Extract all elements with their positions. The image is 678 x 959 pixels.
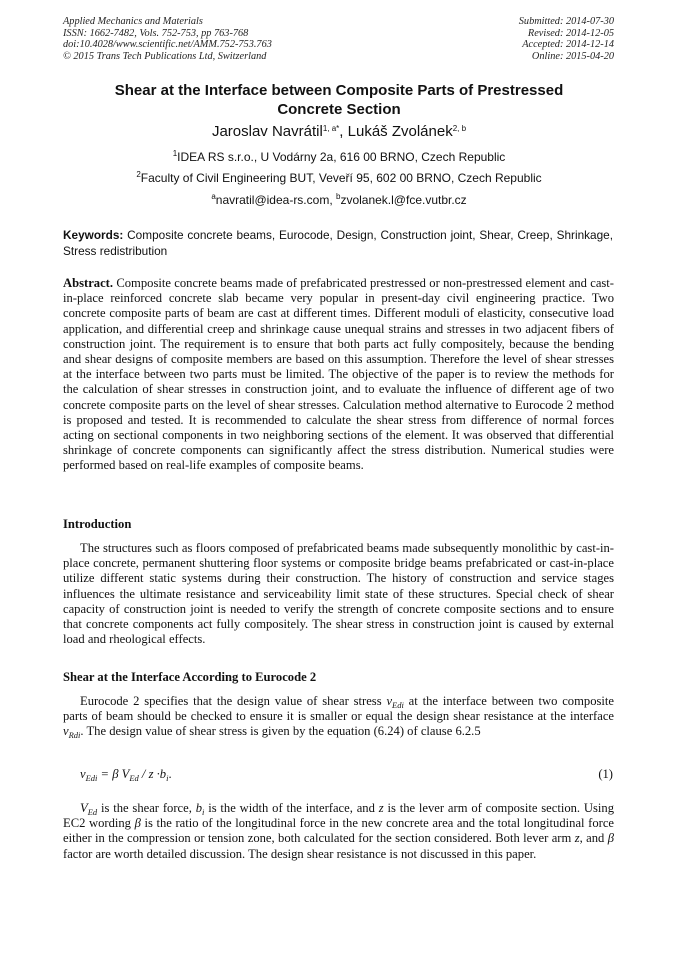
paper-title: [60, 81, 618, 119]
author-2-affiliation: 2, b: [452, 124, 467, 133]
introduction-heading: Introduction: [63, 517, 132, 531]
affiliation-2-mark: 2: [136, 170, 141, 179]
text-span: Eurocode 2 specifies that the design value of shear stress: [80, 694, 387, 708]
symbol-v: v: [63, 724, 69, 739]
journal-header-right: [519, 16, 614, 62]
author-list: [60, 123, 618, 141]
symbol-V: V: [80, 801, 88, 815]
symbol-subscript: i: [201, 807, 205, 817]
author-1-affiliation: 1, a*: [322, 124, 340, 133]
affiliation-1: [60, 150, 618, 164]
copyright: © 2015 Trans Tech Publications Ltd, Switzerland: [63, 50, 267, 62]
revised-date: Revised: 2014-12-05: [527, 27, 614, 39]
eq-subscript: Ed: [129, 773, 139, 783]
author-1: Jaroslav Navrátil: [211, 123, 323, 140]
journal-name: Applied Mechanics and Materials: [63, 16, 203, 27]
symbol-subscript: Edi: [392, 700, 404, 710]
issn: ISSN: 1662-7482, Vols. 752-753, pp 763-768: [63, 27, 249, 39]
text-span: . The design value of shear stress is given by the equation (6.24) of clause 6.2.5: [80, 724, 481, 739]
eq-subscript: i: [166, 773, 169, 783]
email-2-mark: b: [335, 192, 341, 201]
author-2: Lukáš Zvolánek: [347, 123, 453, 140]
introduction-paragraph: The structures such as floors composed of prefabricated beams made subsequently monolithic by cast-in-place concrete, permanent shuttering floor systems or composite bridge beams prefabricated or cast-in-place utilize different static systems during their construction. The history of construction and service stages influences the ultimate resistance and serviceability limit state of these structures. Special check of shear capacity of construction joint is needed to verify the strength of concrete composite sections and to ensure that concrete components act fully compositely. The shear stress in construction joint is caused by external load and rheological effects.: [63, 541, 614, 647]
email-line: [60, 193, 618, 207]
equation-number: (1): [598, 767, 613, 781]
affiliation-1-mark: 1: [172, 149, 178, 158]
eq-text: .: [168, 767, 172, 781]
abstract: [63, 276, 614, 474]
text-span: is the width of the interface, and: [204, 801, 379, 815]
symbol-beta: β: [134, 816, 141, 831]
email-1: navratil@idea-rs.com,: [215, 193, 336, 207]
symbol-b: b: [195, 801, 202, 815]
symbol-v: v: [386, 694, 393, 708]
eq-subscript: Edi: [85, 773, 98, 783]
text-span: at the interface between two composite parts of beam should be checked to ensure it is smaller or equal the design shear resistance at the interface: [63, 694, 614, 724]
eq-text: / z ·b: [138, 767, 167, 781]
keywords: [63, 227, 613, 259]
doi: doi:10.4028/www.scientific.net/AMM.752-753.763: [63, 39, 272, 51]
text-span: is the lever arm of composite section. Using EC2 wording: [63, 801, 614, 831]
email-2: zvolanek.l@fce.vutbr.cz: [340, 193, 467, 207]
accepted-date: Accepted: 2014-12-14: [522, 39, 614, 51]
text-span: , and: [579, 831, 608, 846]
symbol-z: z: [378, 801, 384, 815]
keywords-text: Composite concrete beams, Eurocode, Design, Construction joint, Shear, Creep, Shrinkage, Stress redistribution: [63, 228, 613, 258]
online-date: Online: 2015-04-20: [531, 50, 614, 62]
symbol-subscript: Ed: [87, 807, 98, 817]
email-1-mark: a: [211, 192, 216, 201]
eq-text: = β V: [97, 767, 130, 781]
symbol-beta: β: [607, 831, 614, 846]
affiliation-2: [60, 171, 618, 185]
journal-header-left: [63, 16, 272, 62]
abstract-text: Composite concrete beams made of prefabricated prestressed or non-prestressed element and cast-in-place reinforced concrete slab became very popular in present-day civil engineering practice. Two concrete composite parts of beam are cast at different times. Different moduli of elasticity, consecutive load application, and differential creep and shrinkage cause unequal strains and stresses in two adjacent fibers of construction joint. The requirement is to ensure that both parts act fully compositely, because the bending and shear designs of composite members are based on this assumption. Therefore the level of shear stresses at the interface between two parts must be limited. The objective of the paper is to review the methods for the calculation of shear stresses in construction joint, and to evaluate the influence of different age of two concrete composite parts on the level of shear stresses. Calculation method alternative to Eurocode 2 method is proposed and tested. It is recommended to calculate the shear stress from difference of normal forces acting on sectional components in two neighboring sections of the element. It was observed that differential shrinkage of concrete components can significantly affect the stress distribution. Numerical studies were performed based on real-life examples of composite beams.: [63, 276, 614, 473]
section-2-heading: Shear at the Interface According to Eurocode 2: [63, 670, 317, 684]
keywords-label: Keywords:: [63, 228, 124, 242]
abstract-label: Abstract.: [63, 276, 114, 290]
eq-symbol: v: [80, 767, 86, 781]
equation-1: [80, 767, 613, 782]
affiliation-1-text: IDEA RS s.r.o., U Vodárny 2a, 616 00 BRNO, Czech Republic: [177, 150, 506, 164]
symbol-z: z: [574, 831, 580, 846]
author-separator: ,: [339, 123, 348, 140]
title-line-1: Shear at the Interface between Composite Parts of Prestressed: [114, 82, 564, 99]
symbol-subscript: Rdi: [68, 730, 81, 741]
title-line-2: Concrete Section: [277, 101, 401, 118]
text-span: factor are worth detailed discussion. The design shear resistance is not discussed in this paper.: [63, 846, 537, 861]
submitted-date: Submitted: 2014-07-30: [518, 16, 614, 27]
affiliation-2-text: Faculty of Civil Engineering BUT, Veveří 95, 602 00 BRNO, Czech Republic: [140, 171, 542, 185]
text-span: is the ratio of the longitudinal force in the new concrete area and the total longitudinal force either in the compression or tension zone, both calculated for the section considered. Both lever arm: [63, 816, 614, 846]
section-2-paragraph-1: [63, 694, 614, 740]
section-2-paragraph-2: [63, 801, 614, 862]
text-span: is the shear force,: [97, 801, 196, 815]
